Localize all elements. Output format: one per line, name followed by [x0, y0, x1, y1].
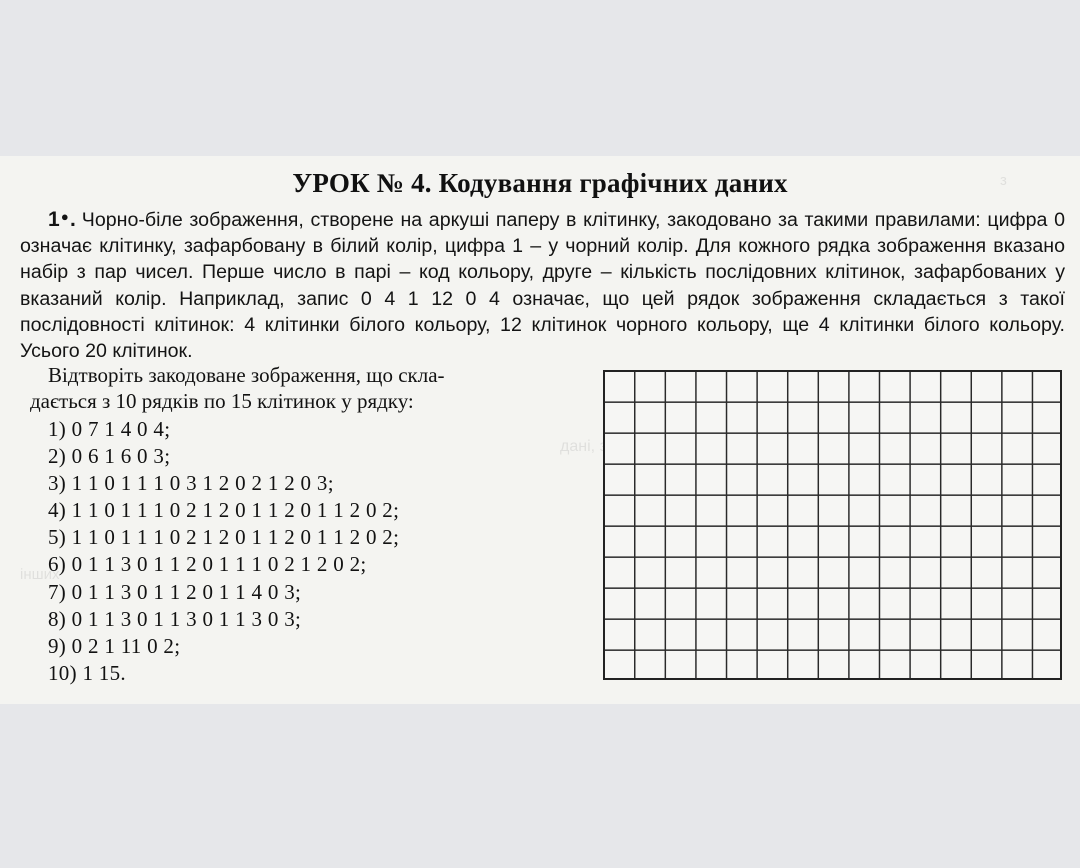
encoded-row: 4) 1 1 0 1 1 1 0 2 1 2 0 1 1 2 0 1 1 2 0 2;	[48, 498, 400, 523]
bleed-through: інших	[20, 566, 60, 583]
empty-cell-grid	[603, 370, 1062, 680]
encoded-row: 3) 1 1 0 1 1 1 0 3 1 2 0 2 1 2 0 3;	[48, 471, 334, 496]
encoded-row: 10) 1 15.	[48, 660, 126, 685]
textbook-page	[0, 156, 1080, 704]
encoded-row: 7) 0 1 1 3 0 1 1 2 0 1 1 4 0 3;	[48, 579, 302, 604]
lesson-title: УРОК № 4. Кодування графічних даних	[292, 168, 788, 198]
bleed-through: дані,	[560, 438, 596, 455]
encoded-row: 5) 1 1 0 1 1 1 0 2 1 2 0 1 1 2 0 1 1 2 0 2;	[48, 525, 400, 550]
difficulty-marker-icon: ●	[59, 209, 70, 224]
instruction	[30, 362, 588, 414]
task-text: Чорно-біле зображення, створене на аркуші паперу в клітинку, закодовано за такими правилами: цифра 0 означає клітинку, зафарбовану в білий колір, цифра 1 – у чорний колір. Для кожного рядка зображення вказано набір з пар чисел. Перше число в парі – код кольору, друге – кількість послідовних клітинок, зафарбованих у вказаний колір. Наприклад, запис 0 4 1 12 0 4 означає, що цей рядок зображення складається з такої послідовності клітинок: 4 клітинки білого кольору, 12 клітинок чорного кольору, ще 4 клітинки білого кольору. Усього 20 клітинок.	[20, 209, 1065, 363]
bleed-through: з	[1000, 172, 1007, 189]
task-description	[20, 204, 1065, 364]
instruction-line-1: Відтворіть закодоване зображення, що скла-	[48, 363, 445, 387]
encoded-row: 8) 0 1 1 3 0 1 1 3 0 1 1 3 0 3;	[48, 606, 302, 631]
encoded-row: 9) 0 2 1 11 0 2;	[48, 633, 181, 658]
encoded-row: 2) 0 6 1 6 0 3;	[48, 444, 171, 469]
instruction-line-2: дається з 10 рядків по 15 клітинок у рядку:	[30, 389, 414, 413]
encoded-row: 1) 0 7 1 4 0 4;	[48, 417, 171, 441]
encoded-rows-list	[48, 416, 588, 687]
task-number: 1●.	[48, 208, 76, 231]
encoded-row: 6) 0 1 1 3 0 1 1 2 0 1 1 1 0 2 1 2 0 2;	[48, 552, 367, 577]
